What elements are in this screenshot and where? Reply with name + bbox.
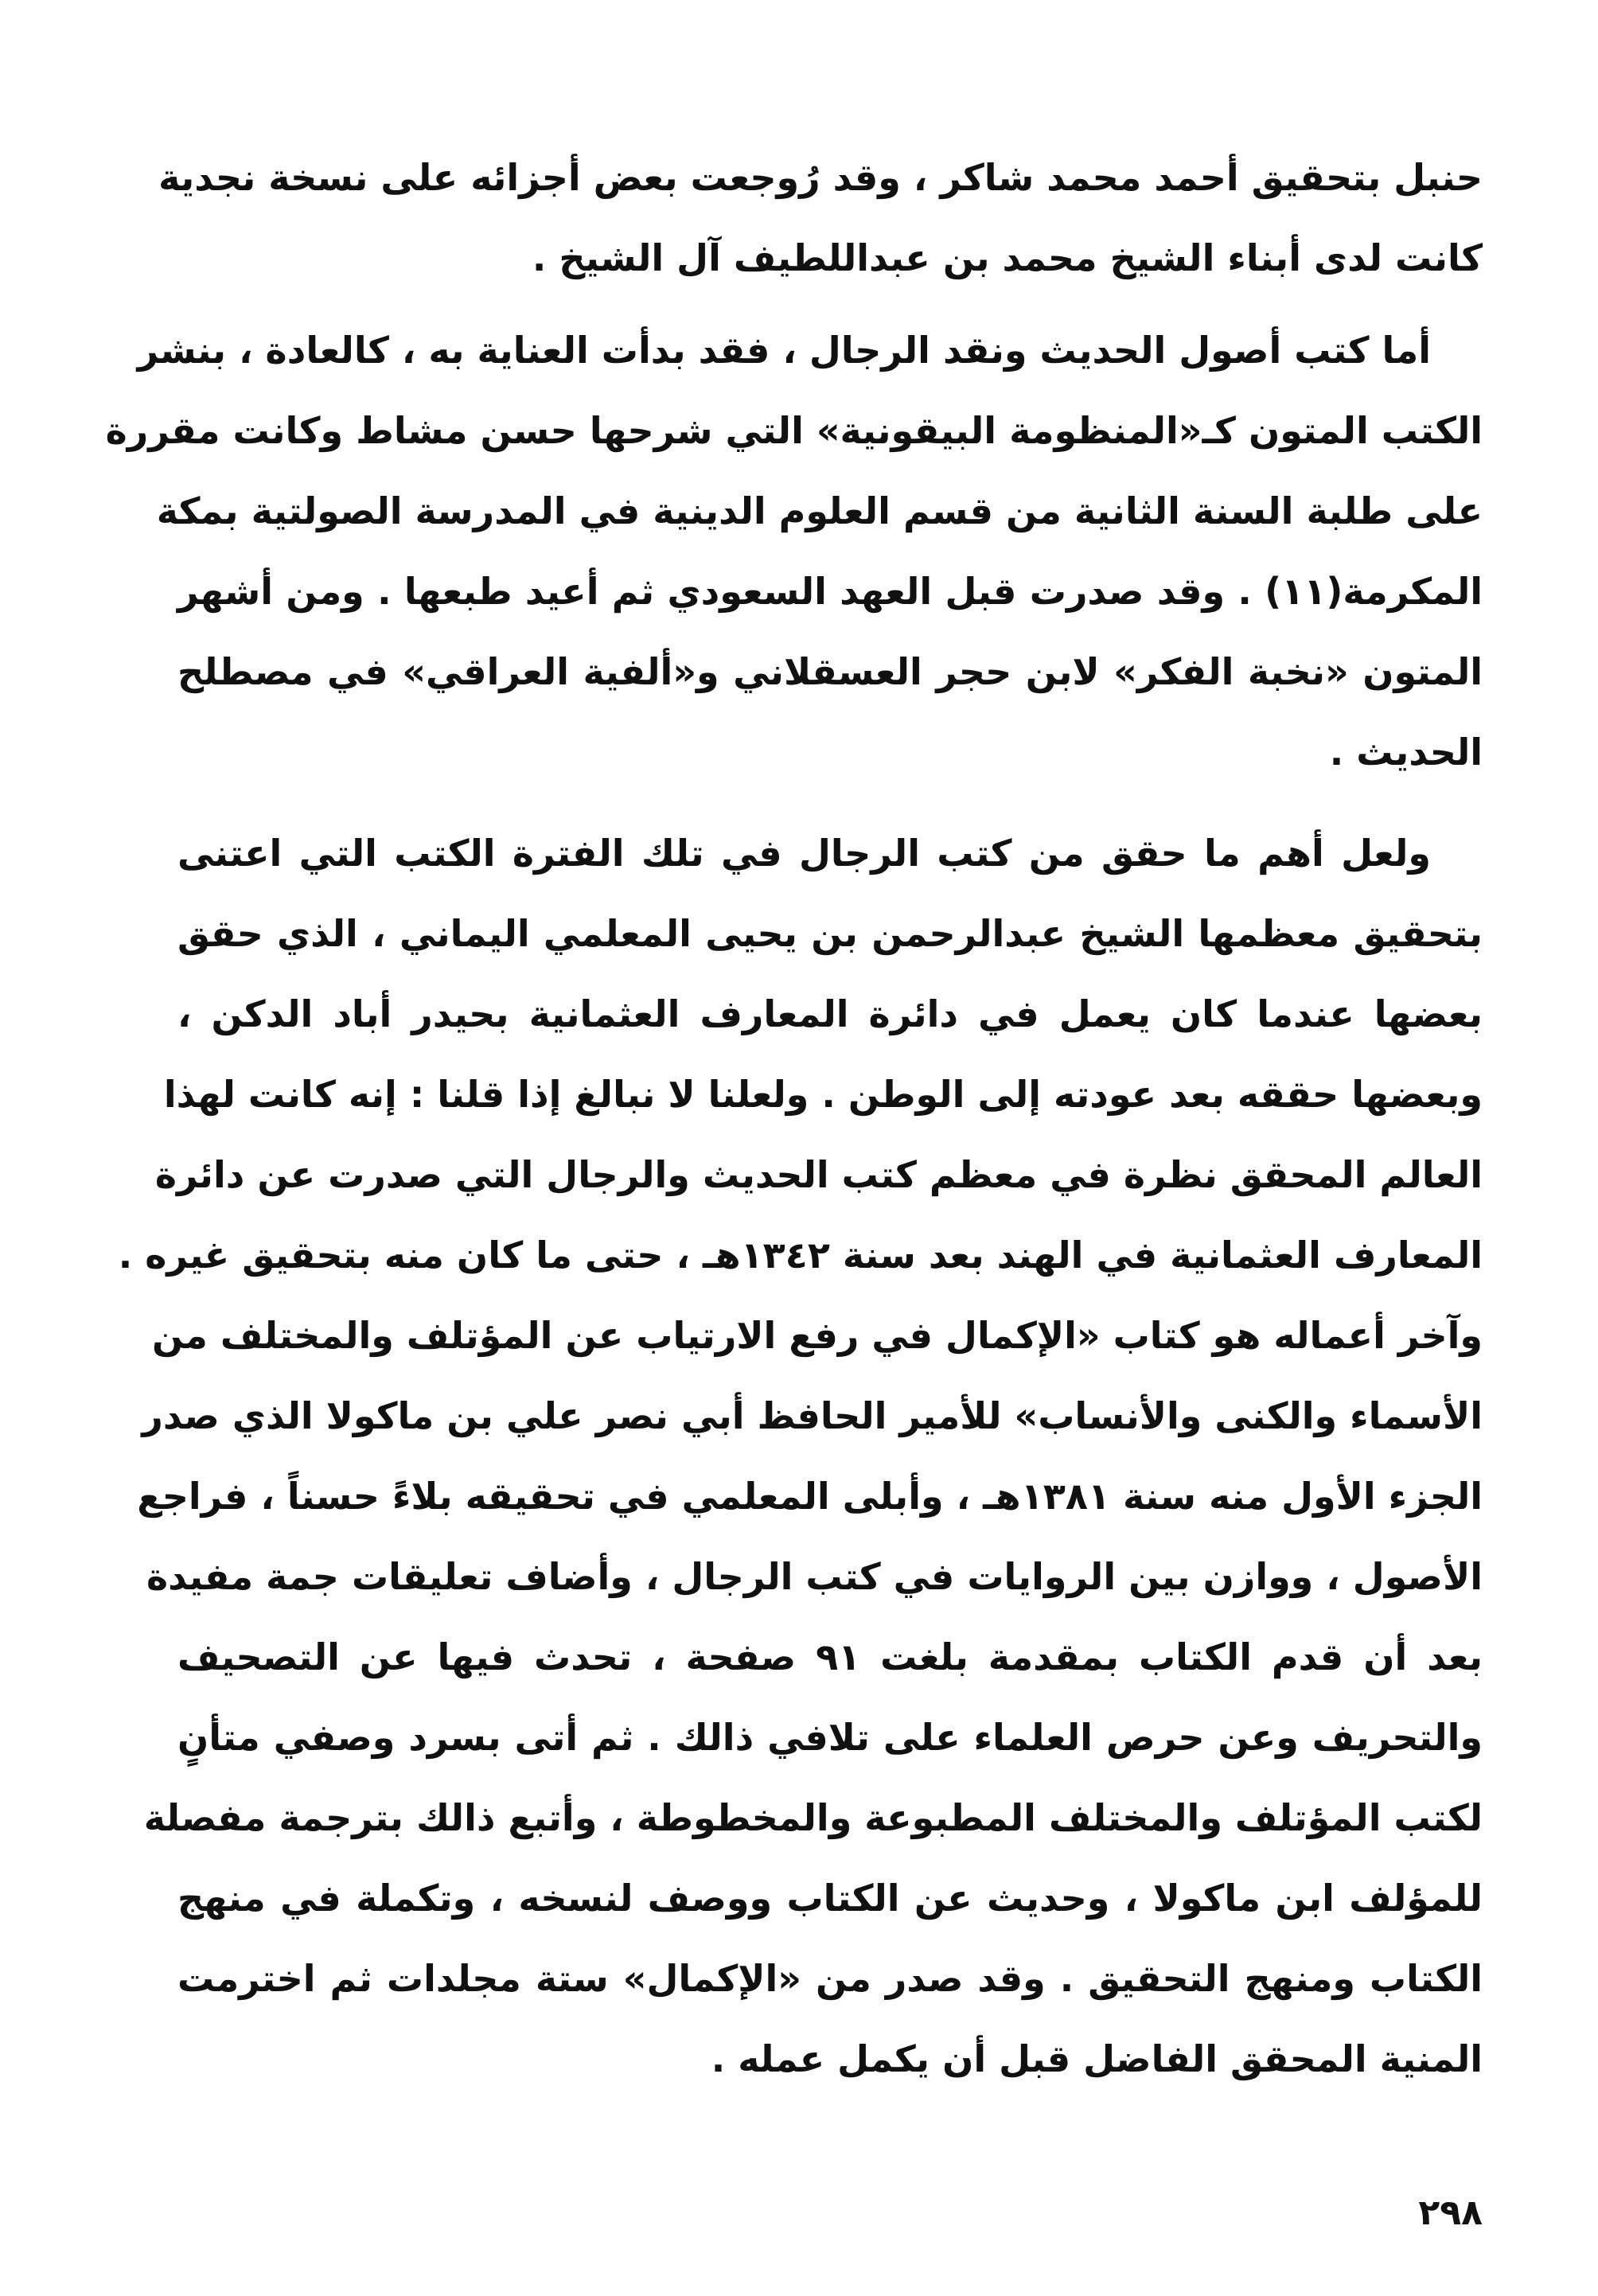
text-line: والتحريف وعن حرص العلماء على تلافي ذالك . ثم أتى بسرد وصفي متأنٍ (177, 1716, 1483, 1759)
text-line: بعد أن قدم الكتاب بمقدمة بلغت ٩١ صفحة ، تحدث فيها عن التصحيف (177, 1635, 1483, 1678)
text-line: للمؤلف ابن ماكولا ، وحديث عن الكتاب ووصف لنسخه ، وتكملة في منهج (177, 1877, 1483, 1920)
text-line: حنبل بتحقيق أحمد محمد شاكر ، وقد رُوجعت بعض أجزائه على نسخة نجدية (158, 156, 1483, 199)
text-line: الكتب المتون كـ«المنظومة البيقونية» التي شرحها حسن مشاط وكانت مقررة (105, 409, 1483, 452)
text-line: المتون «نخبة الفكر» لابن حجر العسقلاني و«ألفية العراقي» في مصطلح (177, 650, 1483, 693)
book-page-body (105, 138, 1483, 2099)
text-line: بعضها عندما كان يعمل في دائرة المعارف العثمانية بحيدر أباد الدكن ، (177, 992, 1483, 1035)
paragraph-2 (105, 310, 1483, 793)
paragraph-1 (158, 138, 1483, 298)
text-line: العالم المحقق نظرة في معظم كتب الحديث والرجال التي صدرت عن دائرة (154, 1153, 1483, 1196)
paragraph-3 (118, 813, 1483, 2099)
text-line: وآخر أعماله هو كتاب «الإكمال في رفع الارتياب عن المؤتلف والمختلف من (152, 1314, 1483, 1357)
text-line: كانت لدى أبناء الشيخ محمد بن عبداللطيف آل الشيخ . (532, 236, 1483, 279)
text-line: الأسماء والكنى والأنساب» للأمير الحافظ أبي نصر علي بن ماكولا الذي صدر (142, 1394, 1483, 1437)
text-line: الحديث . (1329, 731, 1483, 774)
text-line: على طلبة السنة الثانية من قسم العلوم الدينية في المدرسة الصولتية بمكة (156, 489, 1483, 532)
text-line: المنية المحقق الفاضل قبل أن يكمل عمله . (711, 2037, 1483, 2080)
page-number: ٢٩٨ (1418, 2193, 1483, 2233)
text-line: ولعل أهم ما حقق من كتب الرجال في تلك الفترة الكتب التي اعتنى (177, 832, 1431, 875)
text-line: بتحقيق معظمها الشيخ عبدالرحمن بن يحيى المعلمي اليماني ، الذي حقق (177, 912, 1483, 955)
text-line: الأصول ، ووازن بين الروايات في كتب الرجال ، وأضاف تعليقات جمة مفيدة (146, 1555, 1483, 1598)
text-line: الكتاب ومنهج التحقيق . وقد صدر من «الإكمال» ستة مجلدات ثم اخترمت (177, 1957, 1483, 2000)
text-line: المكرمة(١١) . وقد صدرت قبل العهد السعودي ثم أعيد طبعها . ومن أشهر (177, 570, 1483, 613)
text-line: وبعضها حققه بعد عودته إلى الوطن . ولعلنا لا نبالغ إذا قلنا : إنه كانت لهذا (163, 1073, 1483, 1116)
text-line: المعارف العثمانية في الهند بعد سنة ١٣٤٢هـ ، حتى ما كان منه بتحقيق غيره . (118, 1234, 1483, 1277)
text-line: لكتب المؤتلف والمختلف المطبوعة والمخطوطة ، وأتبع ذالك بترجمة مفصلة (143, 1796, 1483, 1839)
text-line: أما كتب أصول الحديث ونقد الرجال ، فقد بدأت العناية به ، كالعادة ، بنشر (137, 329, 1431, 372)
text-line: الجزء الأول منه سنة ١٣٨١هـ ، وأبلى المعلمي في تحقيقه بلاءً حسناً ، فراجع (137, 1475, 1483, 1518)
